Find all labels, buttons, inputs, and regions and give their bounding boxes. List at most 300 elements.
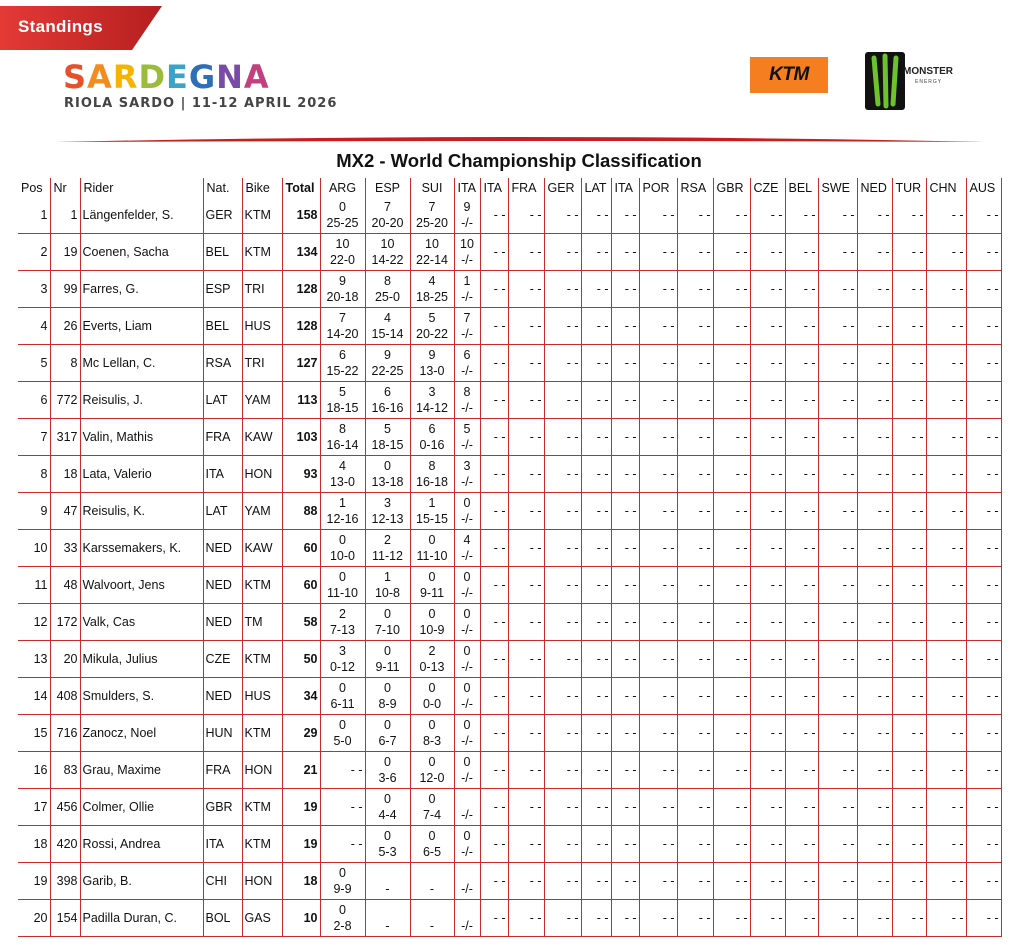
table-row[interactable] <box>18 900 1001 937</box>
empty-round-cell: - - <box>713 641 750 678</box>
empty-round-cell: - - <box>818 382 857 419</box>
column-header[interactable]: ARG <box>320 178 365 197</box>
heat-points: 0-13 <box>419 660 445 674</box>
heat-points: 0-12 <box>329 660 356 674</box>
round-result-cell <box>410 789 454 826</box>
empty-round-cell: - - <box>966 234 1001 271</box>
nat-cell: LAT <box>203 382 242 419</box>
column-header[interactable]: RSA <box>677 178 713 197</box>
round-result-cell <box>365 234 410 271</box>
rider-cell: Everts, Liam <box>80 308 203 345</box>
empty-round-cell: - - <box>544 641 581 678</box>
empty-round-cell: - - <box>581 678 611 715</box>
round-points <box>366 902 410 918</box>
round-result-cell <box>410 752 454 789</box>
empty-round-cell: - - <box>508 641 544 678</box>
empty-round-cell: - - <box>818 826 857 863</box>
round-points: 10 <box>460 237 474 251</box>
heat-points: 7-10 <box>374 623 401 637</box>
rider-cell: Rossi, Andrea <box>80 826 203 863</box>
empty-round-cell: - - <box>857 900 892 937</box>
heat-points: -/- <box>461 697 473 711</box>
banner-swoosh <box>55 136 985 146</box>
total-cell: 19 <box>282 826 320 863</box>
round-points <box>366 865 410 881</box>
nr-cell: 716 <box>50 715 80 752</box>
total-cell: 18 <box>282 863 320 900</box>
table-row[interactable] <box>18 345 1001 382</box>
table-row[interactable] <box>18 382 1001 419</box>
table-body <box>18 197 1001 937</box>
table-row[interactable] <box>18 752 1001 789</box>
empty-round-cell: - - <box>750 308 785 345</box>
total-cell: 128 <box>282 308 320 345</box>
heat-points: -/- <box>461 512 473 526</box>
empty-round-cell: - - <box>857 530 892 567</box>
empty-round-cell: - - <box>713 382 750 419</box>
round-points: 0 <box>428 755 436 769</box>
table-row[interactable] <box>18 271 1001 308</box>
column-header[interactable]: CZE <box>750 178 785 197</box>
column-header[interactable]: TUR <box>892 178 926 197</box>
monster-energy-sub: ENERGY <box>915 79 943 85</box>
nat-cell: ESP <box>203 271 242 308</box>
column-header[interactable]: BEL <box>785 178 818 197</box>
round-result-cell <box>365 345 410 382</box>
rider-cell: Lata, Valerio <box>80 456 203 493</box>
heat-points: 18-15 <box>371 438 404 452</box>
empty-round-cell: - - <box>926 382 966 419</box>
round-result-cell <box>365 752 410 789</box>
empty-round-cell: - - <box>611 752 639 789</box>
empty-round-cell: - - <box>639 604 677 641</box>
nr-cell: 456 <box>50 789 80 826</box>
round-points: 0 <box>339 718 346 732</box>
round-result-cell <box>320 678 365 715</box>
table-row[interactable] <box>18 715 1001 752</box>
empty-round-cell: - - <box>508 900 544 937</box>
pos-cell: 6 <box>18 382 50 419</box>
rider-cell: Coenen, Sacha <box>80 234 203 271</box>
empty-round-cell: - - <box>892 752 926 789</box>
bike-cell: HON <box>242 863 282 900</box>
empty-round-cell: - - <box>611 789 639 826</box>
empty-round-cell: - - <box>581 789 611 826</box>
empty-round-cell: - - <box>480 234 508 271</box>
nr-cell: 317 <box>50 419 80 456</box>
empty-round-cell: - - <box>750 863 785 900</box>
empty-round-cell: - - <box>713 863 750 900</box>
round-result-cell <box>454 604 480 641</box>
pos-cell: 10 <box>18 530 50 567</box>
nat-cell: NED <box>203 530 242 567</box>
column-header[interactable]: SWE <box>818 178 857 197</box>
round-points: 5 <box>428 311 436 325</box>
event-banner <box>55 52 985 144</box>
nat-cell: BEL <box>203 308 242 345</box>
column-header[interactable]: Total <box>282 178 320 197</box>
heat-points: 6-11 <box>330 697 355 711</box>
empty-round-cell: - - <box>544 715 581 752</box>
rider-cell: Mc Lellan, C. <box>80 345 203 382</box>
round-result-cell <box>410 826 454 863</box>
empty-round-cell: - - <box>639 900 677 937</box>
heat-points: 8-3 <box>422 734 442 748</box>
empty-round-cell: - - <box>926 604 966 641</box>
empty-round-cell: - - <box>892 789 926 826</box>
empty-round-cell: - - <box>480 567 508 604</box>
nr-cell: 20 <box>50 641 80 678</box>
round-points: 0 <box>463 644 471 658</box>
round-points <box>411 902 454 918</box>
round-points: 0 <box>339 533 346 547</box>
empty-round-cell: - - <box>750 826 785 863</box>
round-result-cell <box>365 900 410 937</box>
empty-round-cell: - - <box>750 715 785 752</box>
round-result-cell <box>365 419 410 456</box>
heat-points: -/- <box>461 364 473 378</box>
empty-round-cell: - - <box>713 826 750 863</box>
round-points: 1 <box>384 570 391 584</box>
bike-cell: KAW <box>242 419 282 456</box>
empty-round-cell: - - <box>750 271 785 308</box>
round-result-cell <box>320 567 365 604</box>
empty-round-cell: - - <box>818 604 857 641</box>
heat-points: 10-9 <box>419 623 445 637</box>
column-header[interactable]: Nat. <box>203 178 242 197</box>
empty-round-cell: - - <box>480 789 508 826</box>
round-result-cell <box>365 604 410 641</box>
round-result-cell <box>320 419 365 456</box>
empty-round-cell: - - <box>508 715 544 752</box>
nr-cell: 47 <box>50 493 80 530</box>
heat-points: 11-12 <box>371 549 404 563</box>
empty-round-cell: - - <box>818 345 857 382</box>
rider-cell: Garib, B. <box>80 863 203 900</box>
standings-tab-label: Standings <box>18 17 103 36</box>
empty-round-cell: - - <box>966 197 1001 234</box>
table-row[interactable] <box>18 234 1001 271</box>
event-title-letter: N <box>216 58 244 96</box>
empty-round-cell: - - <box>892 382 926 419</box>
empty-round-cell: - - <box>544 345 581 382</box>
table-header <box>18 178 1001 197</box>
heat-points: 22-14 <box>416 253 448 267</box>
empty-round-cell: - - <box>677 678 713 715</box>
round-result-cell <box>454 567 480 604</box>
heat-points: -/- <box>461 919 473 933</box>
column-header[interactable]: ITA <box>480 178 508 197</box>
round-result-cell <box>320 234 365 271</box>
bike-cell: YAM <box>242 382 282 419</box>
empty-round-cell: - - <box>611 567 639 604</box>
column-header[interactable]: POR <box>639 178 677 197</box>
column-header[interactable]: GBR <box>713 178 750 197</box>
round-result-cell <box>320 530 365 567</box>
column-header[interactable]: NED <box>857 178 892 197</box>
round-result-cell <box>410 641 454 678</box>
round-points: 0 <box>428 533 436 547</box>
empty-round-cell: - - <box>892 900 926 937</box>
column-header[interactable]: AUS <box>966 178 1001 197</box>
total-cell: 60 <box>282 567 320 604</box>
monster-energy-logo <box>865 52 975 110</box>
heat-points: 5-3 <box>378 845 397 859</box>
empty-round-cell: - - <box>639 234 677 271</box>
round-points: 3 <box>463 459 471 473</box>
monster-wordmark: MONSTER <box>903 66 953 77</box>
empty-round-cell: - - <box>581 826 611 863</box>
empty-round-cell: - - <box>750 456 785 493</box>
table-row[interactable] <box>18 493 1001 530</box>
table-row[interactable] <box>18 456 1001 493</box>
column-header[interactable]: ITA <box>454 178 480 197</box>
empty-round-cell: - - <box>508 604 544 641</box>
column-header[interactable]: CHN <box>926 178 966 197</box>
empty-round-cell: - - <box>818 863 857 900</box>
ktm-logo-text: KTM <box>769 64 809 85</box>
total-cell: 34 <box>282 678 320 715</box>
empty-round-cell: - - <box>480 308 508 345</box>
nr-cell: 99 <box>50 271 80 308</box>
empty-round-cell: - - <box>750 382 785 419</box>
round-result-cell <box>410 493 454 530</box>
round-result-cell <box>320 900 365 937</box>
rider-cell: Smulders, S. <box>80 678 203 715</box>
bike-cell: KTM <box>242 715 282 752</box>
empty-round-cell: - - <box>785 604 818 641</box>
empty-round-cell: - - <box>785 900 818 937</box>
empty-round-cell: - - <box>611 271 639 308</box>
total-cell: 50 <box>282 641 320 678</box>
round-result-cell: - - <box>320 826 365 863</box>
empty-round-cell: - - <box>892 678 926 715</box>
round-points: 2 <box>384 533 391 547</box>
heat-points: 13-0 <box>329 475 356 489</box>
round-points: 0 <box>428 829 436 843</box>
heat-points: 9-9 <box>333 882 352 896</box>
heat-points: -/- <box>461 216 473 230</box>
empty-round-cell: - - <box>892 715 926 752</box>
round-result-cell <box>454 308 480 345</box>
round-result-cell <box>454 715 480 752</box>
empty-round-cell: - - <box>639 345 677 382</box>
empty-round-cell: - - <box>713 604 750 641</box>
pos-cell: 3 <box>18 271 50 308</box>
table-row[interactable] <box>18 419 1001 456</box>
round-points: 4 <box>463 533 471 547</box>
heat-points: 10-8 <box>374 586 401 600</box>
empty-round-cell: - - <box>611 715 639 752</box>
round-result-cell <box>410 234 454 271</box>
column-header[interactable]: LAT <box>581 178 611 197</box>
heat-points: 13-0 <box>419 364 445 378</box>
round-result-cell <box>454 345 480 382</box>
heat-points: 14-20 <box>326 327 359 341</box>
heat-points: 12-13 <box>371 512 404 526</box>
round-points: 8 <box>339 422 346 436</box>
table-row[interactable] <box>18 863 1001 900</box>
empty-round-cell: - - <box>544 271 581 308</box>
empty-round-cell: - - <box>611 900 639 937</box>
empty-round-cell: - - <box>926 345 966 382</box>
empty-round-cell: - - <box>857 493 892 530</box>
pos-cell: 19 <box>18 863 50 900</box>
column-header[interactable]: ITA <box>611 178 639 197</box>
heat-points: -/- <box>461 438 473 452</box>
empty-round-cell: - - <box>892 345 926 382</box>
empty-round-cell: - - <box>544 308 581 345</box>
empty-round-cell: - - <box>750 604 785 641</box>
column-header[interactable]: Pos <box>18 178 50 197</box>
empty-round-cell: - - <box>639 419 677 456</box>
bike-cell: KTM <box>242 567 282 604</box>
bike-cell: HON <box>242 456 282 493</box>
empty-round-cell: - - <box>508 493 544 530</box>
empty-round-cell: - - <box>677 234 713 271</box>
empty-round-cell: - - <box>892 604 926 641</box>
empty-round-cell: - - <box>966 826 1001 863</box>
round-result-cell <box>454 900 480 937</box>
heat-points: 14-12 <box>416 401 448 415</box>
empty-round-cell: - - <box>785 863 818 900</box>
heat-points: - <box>385 919 390 933</box>
empty-round-cell: - - <box>892 493 926 530</box>
table-row[interactable] <box>18 530 1001 567</box>
round-points: 3 <box>428 385 436 399</box>
round-points: 0 <box>339 903 346 917</box>
bike-cell: HUS <box>242 308 282 345</box>
nr-cell: 26 <box>50 308 80 345</box>
empty-round-cell: - - <box>544 900 581 937</box>
pos-cell: 8 <box>18 456 50 493</box>
empty-round-cell: - - <box>508 382 544 419</box>
empty-round-cell: - - <box>750 493 785 530</box>
round-result-cell <box>454 419 480 456</box>
heat-points: -/- <box>461 734 473 748</box>
empty-round-cell: - - <box>611 863 639 900</box>
rider-cell: Längenfelder, S. <box>80 197 203 234</box>
empty-round-cell: - - <box>892 567 926 604</box>
column-header[interactable]: ESP <box>365 178 410 197</box>
column-header[interactable]: SUI <box>410 178 454 197</box>
round-result-cell <box>365 197 410 234</box>
empty-round-cell: - - <box>544 826 581 863</box>
empty-round-cell: - - <box>677 752 713 789</box>
total-cell: 93 <box>282 456 320 493</box>
empty-round-cell: - - <box>926 641 966 678</box>
page-title: MX2 - World Championship Classification <box>336 150 702 171</box>
round-result-cell <box>410 456 454 493</box>
column-header[interactable]: Rider <box>80 178 203 197</box>
bike-cell: HUS <box>242 678 282 715</box>
table-row[interactable] <box>18 308 1001 345</box>
empty-round-cell: - - <box>611 308 639 345</box>
round-result-cell <box>410 900 454 937</box>
table-row[interactable] <box>18 197 1001 234</box>
heat-points: -/- <box>461 845 473 859</box>
empty-round-cell: - - <box>480 752 508 789</box>
empty-round-cell: - - <box>713 900 750 937</box>
round-points <box>455 865 480 881</box>
nat-cell: NED <box>203 678 242 715</box>
empty-round-cell: - - <box>508 308 544 345</box>
empty-round-cell: - - <box>785 382 818 419</box>
empty-round-cell: - - <box>677 900 713 937</box>
table-row[interactable] <box>18 567 1001 604</box>
table-row[interactable] <box>18 641 1001 678</box>
pos-cell: 5 <box>18 345 50 382</box>
empty-round-cell: - - <box>857 863 892 900</box>
column-header[interactable]: GER <box>544 178 581 197</box>
empty-round-cell: - - <box>639 641 677 678</box>
round-result-cell <box>454 493 480 530</box>
round-result-cell <box>454 641 480 678</box>
empty-round-cell: - - <box>750 900 785 937</box>
empty-round-cell: - - <box>677 863 713 900</box>
empty-round-cell: - - <box>892 271 926 308</box>
empty-round-cell: - - <box>966 530 1001 567</box>
empty-round-cell: - - <box>581 197 611 234</box>
table-row[interactable] <box>18 789 1001 826</box>
round-points: 5 <box>339 385 346 399</box>
empty-round-cell: - - <box>785 456 818 493</box>
column-header[interactable]: Bike <box>242 178 282 197</box>
round-points: 1 <box>463 274 471 288</box>
round-points: 10 <box>335 237 350 251</box>
empty-round-cell: - - <box>785 419 818 456</box>
heat-points: -/- <box>461 549 473 563</box>
pos-cell: 4 <box>18 308 50 345</box>
empty-round-cell: - - <box>926 900 966 937</box>
empty-round-cell: - - <box>508 456 544 493</box>
column-header[interactable]: Nr <box>50 178 80 197</box>
nat-cell: GER <box>203 197 242 234</box>
round-points: 6 <box>384 385 391 399</box>
round-result-cell <box>320 308 365 345</box>
column-header[interactable]: FRA <box>508 178 544 197</box>
table-row[interactable] <box>18 604 1001 641</box>
heat-points: 15-14 <box>371 327 404 341</box>
empty-round-cell: - - <box>677 530 713 567</box>
table-row[interactable] <box>18 826 1001 863</box>
heat-points: 0-16 <box>419 438 445 452</box>
empty-round-cell: - - <box>677 345 713 382</box>
round-result-cell <box>320 271 365 308</box>
round-points: 0 <box>339 681 346 695</box>
empty-round-cell: - - <box>713 345 750 382</box>
round-result-cell <box>410 567 454 604</box>
empty-round-cell: - - <box>785 271 818 308</box>
table-row[interactable] <box>18 678 1001 715</box>
round-result-cell: - - <box>320 752 365 789</box>
heat-points: 12-0 <box>419 771 445 785</box>
empty-round-cell: - - <box>544 234 581 271</box>
heat-points: 6-7 <box>378 734 397 748</box>
standings-tab[interactable] <box>0 6 162 50</box>
round-points <box>455 791 480 807</box>
empty-round-cell: - - <box>581 715 611 752</box>
heat-points: -/- <box>461 475 473 489</box>
empty-round-cell: - - <box>892 419 926 456</box>
empty-round-cell: - - <box>639 308 677 345</box>
empty-round-cell: - - <box>750 641 785 678</box>
empty-round-cell: - - <box>544 197 581 234</box>
empty-round-cell: - - <box>966 382 1001 419</box>
round-points: 7 <box>463 311 471 325</box>
empty-round-cell: - - <box>544 382 581 419</box>
empty-round-cell: - - <box>581 382 611 419</box>
